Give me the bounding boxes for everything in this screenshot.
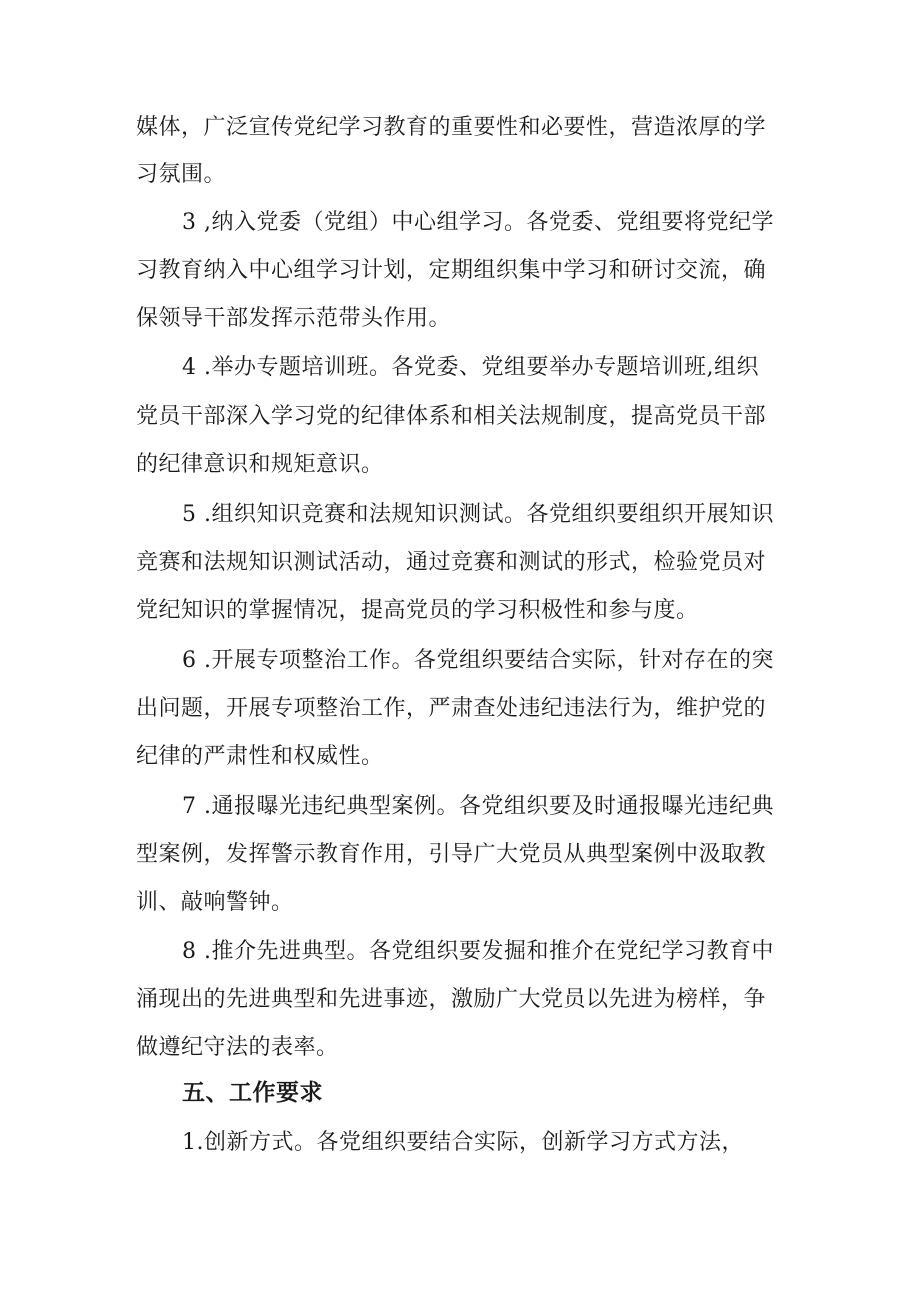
requirement-item-1-line: 1.创新方式。各党组织要结合实际，创新学习方式方法， <box>182 1130 744 1155</box>
list-item-6-line: 6 .开展专项整治工作。各党组织要结合实际，针对存在的突 <box>182 648 774 673</box>
text-line: 媒体，广泛宣传党纪学习教育的重要性和必要性，营造浓厚的学 <box>136 115 767 140</box>
text-line: 出问题，开展专项整治工作，严肃查处违纪违法行为，维护党的 <box>136 696 767 721</box>
text-line: 保领导干部发挥示范带头作用。 <box>136 306 452 331</box>
text-line: 做遵纪守法的表率。 <box>136 1035 339 1060</box>
text-line: 党员干部深入学习党的纪律体系和相关法规制度，提高党员干部 <box>136 404 767 429</box>
text-line: 的纪律意识和规矩意识。 <box>136 452 384 477</box>
list-item-7-line: 7 .通报曝光违纪典型案例。各党组织要及时通报曝光违纪典 <box>182 794 774 819</box>
list-item-8-line: 8 .推介先进典型。各党组织要发掘和推介在党纪学习教育中 <box>182 939 774 964</box>
list-item-4-line: 4 .举办专题培训班。各党委、党组要举办专题培训班,组织 <box>182 355 759 380</box>
text-line: 纪律的严肃性和权威性。 <box>136 744 384 769</box>
text-line: 训、敲响警钟。 <box>136 890 294 915</box>
text-line: 习教育纳入中心组学习计划，定期组织集中学习和研讨交流，确 <box>136 258 767 283</box>
text-line: 党纪知识的掌握情况，提高党员的学习积极性和参与度。 <box>136 598 699 623</box>
text-line: 型案例，发挥警示教育作用，引导广大党员从典型案例中汲取教 <box>136 842 767 867</box>
text-line: 习氛围。 <box>136 162 227 187</box>
text-line: 竞赛和法规知识测试活动，通过竞赛和测试的形式，检验党员对 <box>136 550 767 575</box>
text-line: 涌现出的先进典型和先进事迹，激励广大党员以先进为榜样，争 <box>136 987 767 1012</box>
section-heading: 五、工作要求 <box>182 1080 323 1106</box>
list-item-5-line: 5 .组织知识竞赛和法规知识测试。各党组织要组织开展知识 <box>182 502 774 527</box>
list-item-3-line: 3 ,纳入党委（党组）中心组学习。各党委、党组要将党纪学 <box>182 210 774 235</box>
